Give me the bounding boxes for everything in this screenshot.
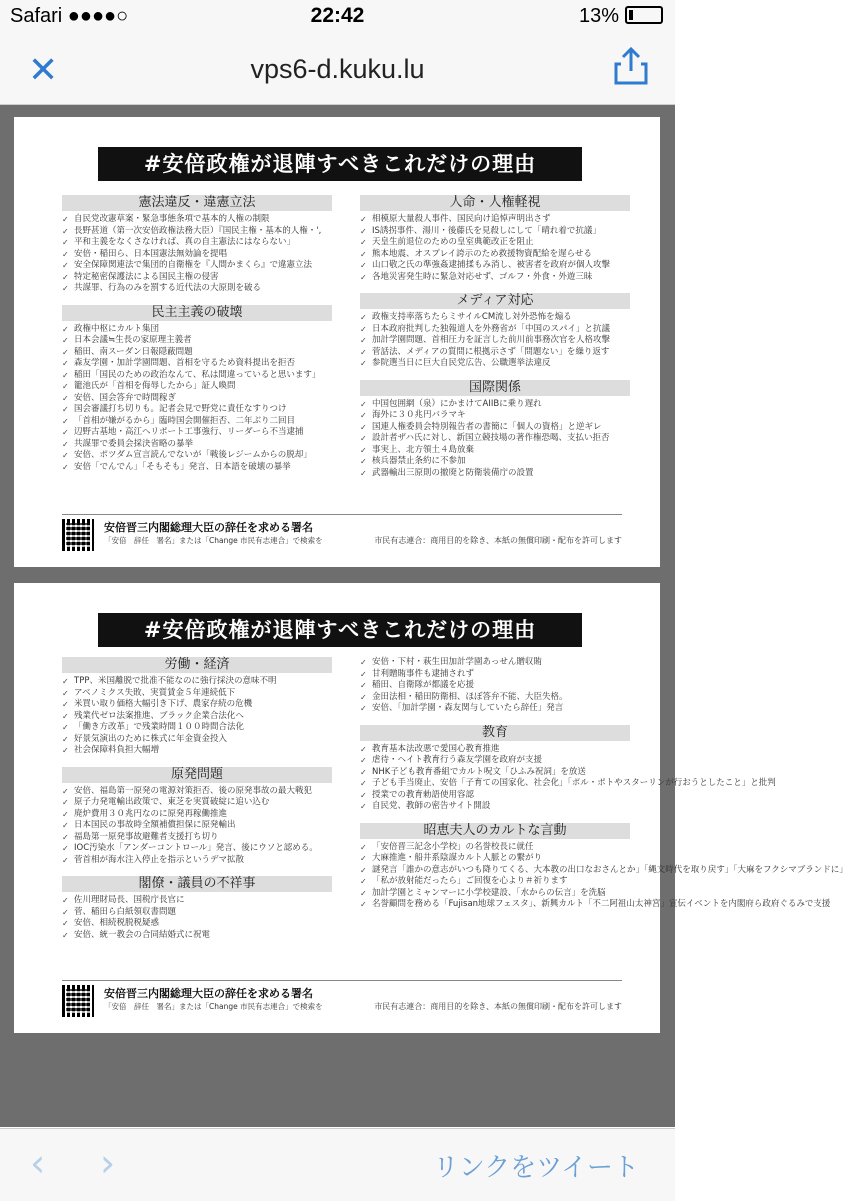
reason-item: ✓ 原子力発電輸出政策で、東芝を実質破綻に追い込む [62, 797, 332, 809]
section-heading: 閣僚・議員の不祥事 [62, 876, 332, 892]
reason-item: ✓ 平和主義をなくさなければ、真の自主憲法にはならない」 [62, 237, 332, 249]
reason-item: ✓ 日本会議≒生長の家原理主義者 [62, 335, 332, 347]
reason-item: ✓ 金田法相・稲田防衛相、ほぼ答弁不能、大臣失格。 [360, 692, 630, 704]
document-viewer[interactable] [0, 105, 848, 1127]
reason-item: ✓ 好景気演出のために株式に年金資金投入 [62, 734, 332, 746]
flyer-section [62, 657, 332, 757]
reason-item: ✓ 国連人権委員会特別報告者の書簡に「個人の資格」と逆ギレ [360, 422, 630, 434]
reason-item: ✓ 佐川理財局長、国税庁長官に [62, 895, 332, 907]
reason-item: ✓ 海外に３０兆円バラマキ [360, 410, 630, 422]
flyer-footer [62, 514, 622, 551]
reason-item: ✓ 日本政府批判した独報道人を外務省が「中国のスパイ」と抗議 [360, 324, 630, 336]
reason-item: ✓ 大麻推進・船井系陰謀カルト人脈との繋がり [360, 853, 630, 865]
flyer-banner: #安倍政権が退陣すべきこれだけの理由 [98, 613, 582, 647]
reason-item: ✓ 安倍、相続税脱税疑惑 [62, 918, 332, 930]
flyer-section [62, 767, 332, 867]
reason-item: ✓ 米買い取り価格大幅引き下げ、農家存続の危機 [62, 699, 332, 711]
share-icon[interactable] [613, 46, 649, 86]
flyer-banner: #安倍政権が退陣すべきこれだけの理由 [98, 147, 582, 181]
reason-item: ✓ 「安倍晋三記念小学校」の名誉校長に就任 [360, 842, 630, 854]
reason-item: ✓ 稲田、自衛隊が都議を応援 [360, 680, 630, 692]
bottom-toolbar [0, 1128, 675, 1201]
flyer-section [360, 657, 630, 715]
reason-item: ✓ 安全保障関連法で集団的自衛権を『人間かまくら』で違憲立法 [62, 260, 332, 272]
section-heading: 昭恵夫人のカルトな言動 [360, 823, 630, 839]
reason-item: ✓ 加計学園問題、首相圧力を証言した前川前事務次官を人格攻撃 [360, 335, 630, 347]
reason-item: ✓ 「働き方改革」で残業時間１００時間合法化 [62, 722, 332, 734]
reason-item: ✓ 長野甚道（第一次安倍政権法務大臣）『国民主権・基本的人権・', [62, 226, 332, 238]
flyer-section [62, 195, 332, 295]
reason-item: ✓ IS誘拐事件、湯川・後藤氏を見殺しにして「晴れ着で抗議」 [360, 226, 630, 238]
reason-item: ✓ 日本国民の事故時全額補償担保に原発輸出 [62, 820, 332, 832]
reason-item: ✓ 安倍・下村・萩生田加計学園あっせん贈収賄 [360, 657, 630, 669]
section-heading: 教育 [360, 725, 630, 741]
reason-item: ✓ 菅、稲田ら白紙領収書問題 [62, 907, 332, 919]
footer-title: 安倍晋三内閣総理大臣の辞任を求める署名 [104, 521, 313, 534]
reason-item: ✓ 稲田「国民のための政治なんて、私は間違っていると思います」 [62, 370, 332, 382]
section-heading: 国際関係 [360, 380, 630, 396]
flyer-footer [62, 980, 622, 1017]
flyer-section [360, 293, 630, 370]
section-heading: 人命・人権軽視 [360, 195, 630, 211]
footer-search-hint: 「安倍 辞任 署名」または「Change 市民有志連合」で検索を [104, 1002, 323, 1011]
status-bar [0, 0, 675, 34]
reason-item: ✓ 各地災害発生時に緊急対応せず、ゴルフ・外食・外遊三昧 [360, 272, 630, 284]
reason-item: ✓ 山口敬之氏の準強姦逮捕揉もみ消し、被害者を政府が個人攻撃 [360, 260, 630, 272]
reason-item: ✓ 「首相が嫌がるから」臨時国会開催拒否、二年ぶり二回目 [62, 416, 332, 428]
reason-item: ✓ 自民党改憲草案・緊急事態条項で基本的人権の制限 [62, 214, 332, 226]
reason-item: ✓ 授業での教育勅語使用容認 [360, 790, 630, 802]
reason-item: ✓ 虐待・ヘイト教育行う森友学園を政府が支援 [360, 755, 630, 767]
reason-item: ✓ 天皇生前退位のための皇室典範改正を阻止 [360, 237, 630, 249]
carrier-label: Safari ●●●●○ [10, 5, 129, 27]
reason-item: ✓ 名誉顧問を務める「Fujisan地球フェスタ」、新興カルト「不二阿祖山太神宮」宣伝イベントを内閣府ら政府ぐるみで支援 [360, 899, 630, 911]
footer-license: 市民有志連合：商用目的を除き、本紙の無償印刷・配布を許可します [374, 1002, 622, 1011]
reason-item: ✓ 相模原大量殺人事件、国民向け追悼声明出さず [360, 214, 630, 226]
reason-item: ✓ 残業代ゼロ法案推進、ブラック企業合法化へ [62, 711, 332, 723]
reason-item: ✓ 社会保障料負担大幅増 [62, 745, 332, 757]
forward-arrow-icon[interactable]: › [100, 1141, 116, 1185]
reason-item: ✓ 核兵器禁止条約に不参加 [360, 456, 630, 468]
reason-item: ✓ TPP、米国離脱で批准不能なのに強行採決の意味不明 [62, 676, 332, 688]
section-heading: 民主主義の破壊 [62, 305, 332, 321]
reason-item: ✓ 設計者ザハ氏に対し、新国立競技場の著作権恐喝、支払い拒否 [360, 433, 630, 445]
flyer-page-2 [14, 583, 848, 1033]
reason-item: ✓ 安倍、ポツダム宣言読んでないが「戦後レジームからの脱却」 [62, 450, 332, 462]
qr-code-icon [62, 519, 94, 551]
reason-item: ✓ NHK子ども教育番組でカルト呪文「ひふみ祝詞」を放送 [360, 767, 630, 779]
reason-item: ✓ 安倍・稲田ら、日本国憲法無効論を提唱 [62, 249, 332, 261]
reason-item: ✓ 加計学園とミャンマーに小学校建設、「水からの伝言」を洗脳 [360, 888, 630, 900]
section-heading: 労働・経済 [62, 657, 332, 673]
url-label[interactable]: vps6-d.kuku.lu [250, 54, 425, 84]
flyer-section [360, 195, 630, 283]
reason-item: ✓ IOC汚染水「アンダーコントロール」発言、後にウソと認める。 [62, 843, 332, 855]
battery-icon [625, 6, 663, 24]
battery-indicator [579, 5, 663, 28]
reason-item: ✓ 森友学園・加計学園問題、首相を守るため資料提出を拒否 [62, 358, 332, 370]
flyer-section [62, 305, 332, 474]
footer-search-hint: 「安倍 辞任 署名」または「Change 市民有志連合」で検索を [104, 536, 323, 545]
flyer-section [360, 724, 776, 813]
reason-item: ✓ 政権支持率落ちたらミサイルCM流し対外恐怖を煽る [360, 312, 630, 324]
reason-item: ✓ 熊本地震、オスプレイ誇示のため救援物資配給を遅らせる [360, 249, 630, 261]
back-arrow-icon[interactable]: ‹ [30, 1141, 46, 1185]
section-heading: 憲法違反・違憲立法 [62, 195, 332, 211]
reason-item: ✓ 自民党、教師の密告サイト開設 [360, 801, 630, 813]
reason-item: ✓ 事実上、北方領土４島放棄 [360, 445, 630, 457]
reason-item: ✓ 籠池氏が「首相を侮辱したから」証人喚問 [62, 381, 332, 393]
tweet-link-button[interactable]: リンクをツイート [432, 1153, 639, 1183]
reason-item: ✓ 国会審議打ち切りも。記者会見で野党に責任なすりつけ [62, 404, 332, 416]
reason-item: ✓ 共謀罪で委員会採決省略の暴挙 [62, 439, 332, 451]
footer-license: 市民有志連合：商用目的を除き、本紙の無償印刷・配布を許可します [374, 536, 622, 545]
reason-item: ✓ 教育基本法改悪で愛国心教育推進 [360, 744, 630, 756]
reason-item: ✓ 菅話法、メディアの質問に根拠示さず「問題ない」を繰り返す [360, 347, 630, 359]
clock: 22:42 [310, 4, 365, 27]
flyer-section [360, 380, 630, 480]
reason-item: ✓ 政権中枢にカルト集団 [62, 324, 332, 336]
browser-toolbar [0, 34, 675, 105]
qr-code-icon [62, 985, 94, 1017]
reason-item: ✓ 廃炉費用３０兆円なのに原発再稼働推進 [62, 809, 332, 821]
reason-item: ✓ 中国包囲網（泉）にかまけてAIIBに乗り遅れ [360, 399, 630, 411]
footer-title: 安倍晋三内閣総理大臣の辞任を求める署名 [104, 987, 313, 1000]
reason-item: ✓ 参院選当日に巨大自民党広告、公職選挙法違反 [360, 358, 630, 370]
reason-item: ✓ 子ども手当廃止、安倍「子育ての国家化、社会化」「ポル・ポトやスターリンが行おうとしたこと」と批判 [360, 778, 630, 790]
reason-item: ✓ 福島第一原発事故避難者支援打ち切り [62, 832, 332, 844]
flyer-page-1 [14, 117, 660, 567]
reason-item: ✓ 謎発言「誰かの意志がいつも降りてくる、大本教の出口なおさんとか」「縄文時代を取り戻す」「大麻をフクシマブランドに」 [360, 865, 630, 877]
close-icon[interactable]: ✕ [28, 50, 59, 91]
reason-item: ✓ アベノミクス失敗、実質賃金５年連続低下 [62, 688, 332, 700]
flyer-section [62, 876, 332, 941]
reason-item: ✓ 武器輸出三原則の撤廃と防衛装備庁の設置 [360, 468, 630, 480]
reason-item: ✓ 安倍、「加計学園・森友関与していたら辞任」発言 [360, 703, 630, 715]
reason-item: ✓ 安倍、福島第一原発の電源対策拒否、後の原発事故の最大戦犯 [62, 786, 332, 798]
reason-item: ✓ 菅首相が海水注入停止を指示というデマ拡散 [62, 855, 332, 867]
reason-item: ✓ 辺野古基地・高江ヘリポート工事強行、リーダーら不当逮捕 [62, 427, 332, 439]
reason-item: ✓ 安倍、国会答弁で時間稼ぎ [62, 393, 332, 405]
reason-item: ✓ 安倍「でんでん」「そもそも」発言、日本語を破壊の暴挙 [62, 462, 332, 474]
reason-item: ✓ 甘利贈賄事件も逮捕されず [360, 669, 630, 681]
section-heading: 原発問題 [62, 767, 332, 783]
reason-item: ✓ 特定秘密保護法による国民主権の侵害 [62, 272, 332, 284]
section-heading: メディア対応 [360, 293, 630, 309]
battery-percent: 13% [578, 5, 619, 27]
reason-item: ✓ 共謀罪、行為のみを罰する近代法の大原則を破る [62, 283, 332, 295]
reason-item: ✓ 「私が放射能だったら」ご回復を心より＃祈ります [360, 876, 630, 888]
reason-item: ✓ 安倍、統一教会の合同結婚式に祝電 [62, 930, 332, 942]
reason-item: ✓ 稲田、南スーダン日報隠蔽問題 [62, 347, 332, 359]
flyer-section [360, 822, 848, 911]
